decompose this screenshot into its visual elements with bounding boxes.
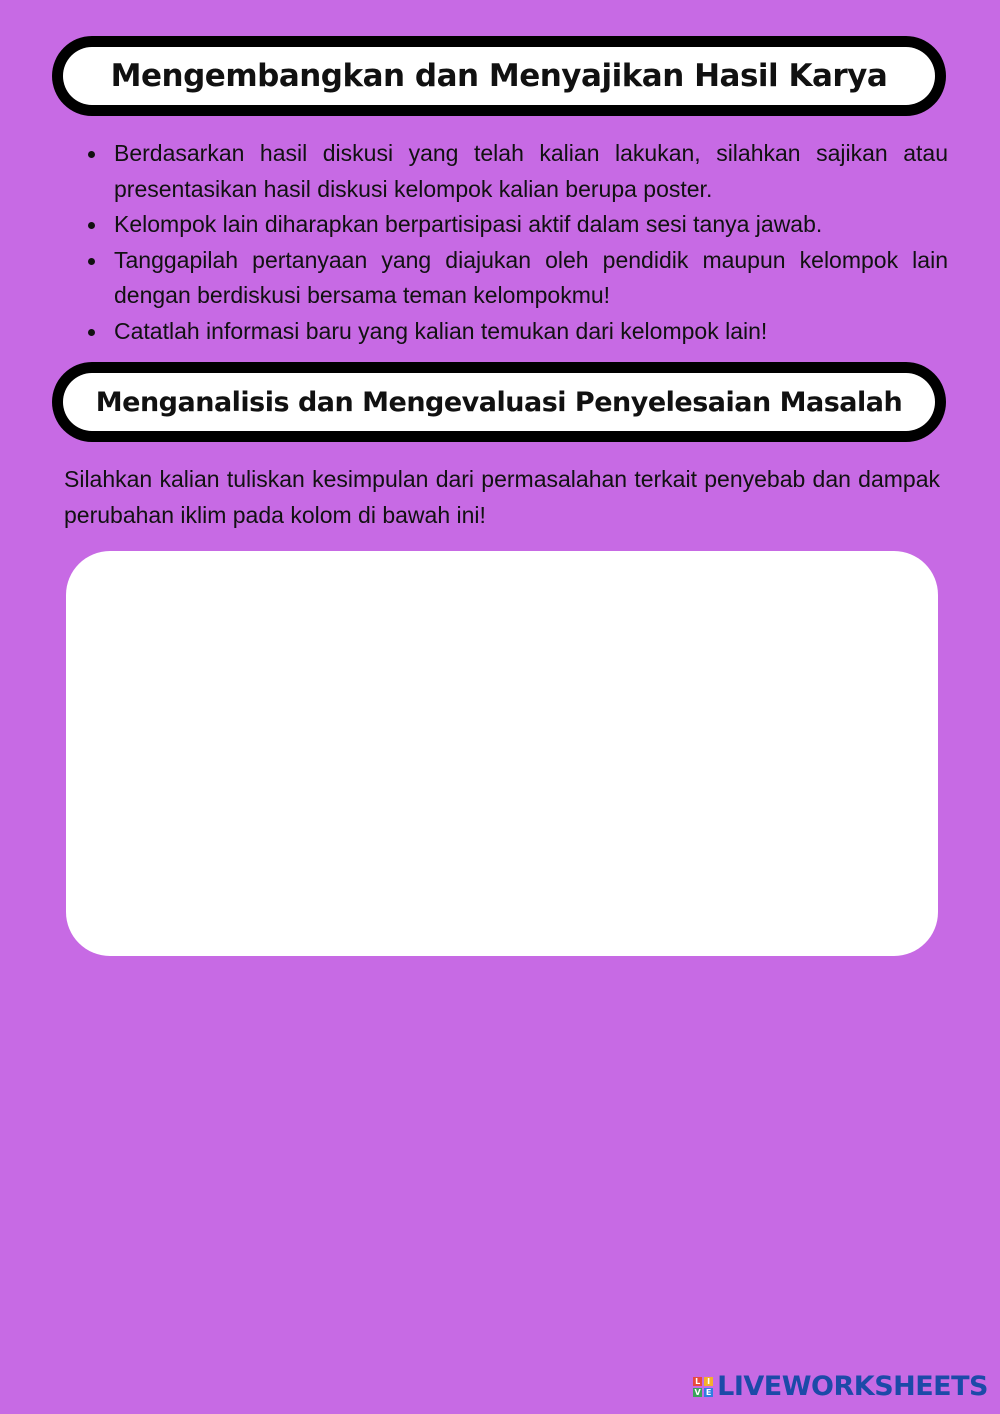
section-heading-karya-inner <box>63 47 935 105</box>
section-heading-analisis-title: Menganalisis dan Mengevaluasi Penyelesaian Masalah <box>95 386 903 418</box>
bullet-item <box>84 314 948 350</box>
bullet-dot-icon <box>88 258 95 265</box>
section-heading-karya-title: Mengembangkan dan Menyajikan Hasil Karya <box>110 58 888 94</box>
bullet-item <box>84 136 948 207</box>
logo-letter-i: I <box>704 1377 713 1386</box>
section-heading-karya <box>52 36 946 116</box>
bullet-text: Catatlah informasi baru yang kalian temukan dari kelompok lain! <box>114 317 768 344</box>
liveworksheets-wordmark: LIVEWORKSHEETS <box>717 1371 988 1402</box>
logo-letter-l: L <box>695 1376 701 1386</box>
section-heading-analisis-inner <box>63 373 935 431</box>
logo-letter-v: V <box>694 1387 701 1397</box>
liveworksheets-brand <box>693 1371 988 1402</box>
section-heading-analisis <box>52 362 946 442</box>
bullet-dot-icon <box>88 329 95 336</box>
bullet-item <box>84 243 948 314</box>
bullet-text: Tanggapilah pertanyaan yang diajukan oleh pendidik maupun kelompok lain dengan berdiskusi bersama teman kelompokmu! <box>114 246 948 308</box>
bullet-item <box>84 207 948 243</box>
conclusion-instruction: Silahkan kalian tuliskan kesimpulan dari permasalahan terkait penyebab dan dampak perubahan iklim pada kolom di bawah ini! <box>64 466 940 528</box>
conclusion-answer-box[interactable] <box>66 551 938 956</box>
bullet-text: Berdasarkan hasil diskusi yang telah kalian lakukan, silahkan sajikan atau presentasikan hasil diskusi kelompok kalian berupa poster. <box>114 140 948 202</box>
logo-letter-e: E <box>705 1387 712 1397</box>
bullet-dot-icon <box>88 222 95 229</box>
bullet-text: Kelompok lain diharapkan berpartisipasi aktif dalam sesi tanya jawab. <box>114 211 823 237</box>
bullet-dot-icon <box>88 151 95 158</box>
instruction-bullet-list <box>84 136 948 349</box>
liveworksheets-logo-icon <box>693 1377 713 1397</box>
